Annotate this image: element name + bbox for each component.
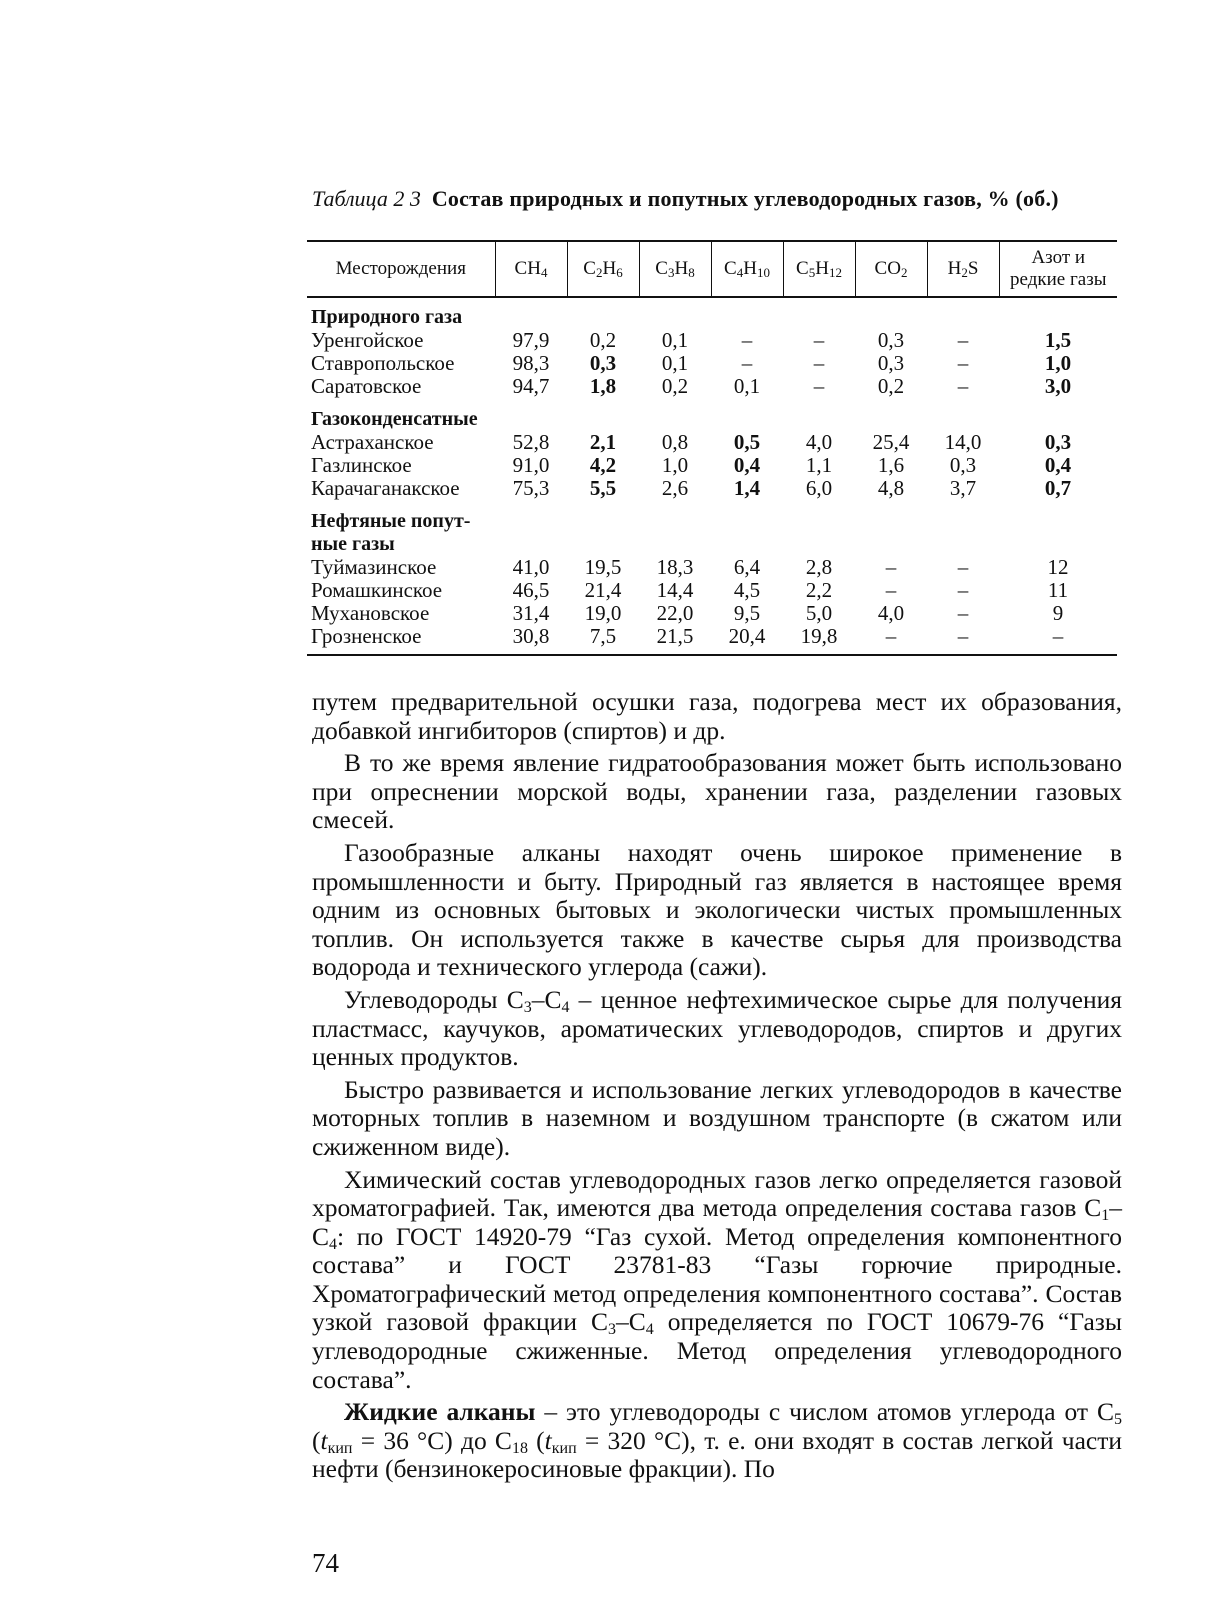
table-cell: 41,0 xyxy=(512,555,550,579)
table-cell: 0,7 xyxy=(1044,476,1072,500)
table-cell: 1,4 xyxy=(733,476,761,500)
table-cell: 14,0 xyxy=(944,430,982,454)
table-cell: 7,5 xyxy=(567,625,639,655)
group-title-row xyxy=(307,533,1117,556)
table-cell: – xyxy=(957,601,969,625)
table-cell: 25,4 xyxy=(872,430,910,454)
deposit-name: Уренгойское xyxy=(311,328,424,352)
table-cell: 97,9 xyxy=(512,328,550,352)
table-cell: 12 xyxy=(1047,555,1069,579)
table-header-row xyxy=(307,241,1117,297)
table-cell: 19,0 xyxy=(584,601,622,625)
table-cell: – xyxy=(957,555,969,579)
table-row xyxy=(307,602,1117,625)
table-cell: – xyxy=(957,351,969,375)
table-cell: 0,5 xyxy=(733,430,761,454)
header-co2: $CO_2$ xyxy=(855,241,927,297)
table-cell: 1,6 xyxy=(877,453,905,477)
group-title-row xyxy=(307,297,1117,329)
header-c3h8: $C_3H_8$ xyxy=(639,241,711,297)
table-cell: 19,8 xyxy=(783,625,855,655)
table-cell: 5,0 xyxy=(805,601,833,625)
group-title-row xyxy=(307,500,1117,533)
group-title: Нефтяные попут- xyxy=(311,510,471,532)
table-cell: 98,3 xyxy=(512,351,550,375)
table-cell: – xyxy=(813,351,825,375)
table-label: Таблица 2 3 xyxy=(312,186,421,211)
table-cell: – xyxy=(957,578,969,602)
deposit-name: Саратовское xyxy=(311,374,422,398)
table-row xyxy=(307,556,1117,579)
table-cell: – xyxy=(855,625,927,655)
table-row xyxy=(307,329,1117,352)
table-cell: 94,7 xyxy=(512,374,550,398)
table-cell: 30,8 xyxy=(495,625,567,655)
deposit-name: Ромашкинское xyxy=(311,578,443,602)
table-row xyxy=(307,375,1117,398)
deposit-name: Туймазинское xyxy=(311,555,437,579)
header-h2s: $H_2S$ xyxy=(927,241,999,297)
gas-composition-table xyxy=(307,240,1117,656)
table-cell: 0,1 xyxy=(661,328,689,352)
page-number: 74 xyxy=(312,1548,339,1578)
table-cell: 9,5 xyxy=(733,601,761,625)
table-cell: 0,1 xyxy=(661,351,689,375)
header-c5h12: $C_5H_{12}$ xyxy=(783,241,855,297)
deposit-name: Мухановское xyxy=(311,601,430,625)
table-cell: 75,3 xyxy=(512,476,550,500)
table-cell: – xyxy=(999,625,1117,655)
table-cell: 1,1 xyxy=(805,453,833,477)
deposit-name: Карачаганакское xyxy=(311,476,460,500)
table-cell: 2,8 xyxy=(805,555,833,579)
table-row xyxy=(307,352,1117,375)
table-row xyxy=(307,625,1117,655)
table-title: Состав природных и попутных углеводородных газов, % (об.) xyxy=(431,186,1059,211)
table-cell: 0,4 xyxy=(733,453,761,477)
table-caption xyxy=(312,186,1122,212)
table-cell: 6,4 xyxy=(733,555,761,579)
table-row xyxy=(307,477,1117,500)
table-cell: 91,0 xyxy=(512,453,550,477)
table-cell: 9 xyxy=(1052,601,1064,625)
table-cell: 3,7 xyxy=(949,476,977,500)
table-cell: 0,3 xyxy=(877,328,905,352)
deposit-name: Грозненское xyxy=(307,625,495,655)
paragraph-6: Химический состав углеводородных газов легко определяется газовой хроматографией. Так, имеются два метода определения состава газов $C_1-C_4$: по ГОСТ 14920-79 “Газ сухой. Метод определения компонентного состава” и ГОСТ 23781-83 “Газы горючие природные. Хроматографический метод определения компонентного состава”. Состав узкой газовой фракции $C_3-C_4$ определяется по ГОСТ 10679-76 “Газы углеводородные сжиженные. Метод определения углеводородного состава”. xyxy=(312,1164,1122,1394)
paragraph-4: Углеводороды $C_3-C_4$ – ценное нефтехимическое сырье для получения пластмасс, каучуков, ароматических углеводородов, спиртов и других ценных продуктов. xyxy=(312,984,1122,1072)
table-cell: 0,1 xyxy=(733,374,761,398)
table-cell: 20,4 xyxy=(711,625,783,655)
table-cell: 0,2 xyxy=(877,374,905,398)
table-cell: 1,5 xyxy=(1044,328,1072,352)
table-cell: – xyxy=(957,374,969,398)
table-cell: – xyxy=(741,351,753,375)
paragraph-2: В то же время явление гидратообразования может быть использовано при опреснении морской воды, хранении газа, разделении газовых смесей. xyxy=(312,748,1122,835)
table-cell: – xyxy=(885,578,897,602)
table-cell: – xyxy=(741,328,753,352)
table-row xyxy=(307,579,1117,602)
term-liquid-alkanes: Жидкие алканы xyxy=(344,1397,536,1427)
deposit-name: Астраханское xyxy=(311,430,434,454)
paragraph-5: Быстро развивается и использование легких углеводородов в качестве моторных топлив в наземном и воздушном транспорте (в сжатом или сжиженном виде). xyxy=(312,1074,1122,1161)
table-cell: 0,3 xyxy=(1044,430,1072,454)
table-cell: 1,0 xyxy=(1044,351,1072,375)
table-cell: 1,8 xyxy=(589,374,617,398)
table-cell: 2,2 xyxy=(805,578,833,602)
table-cell: 3,0 xyxy=(1044,374,1072,398)
table-cell: 0,8 xyxy=(661,430,689,454)
table-cell: 31,4 xyxy=(512,601,550,625)
header-c4h10: $C_4H_{10}$ xyxy=(711,241,783,297)
deposit-name: Ставропольское xyxy=(311,351,455,375)
group-title: Природного газа xyxy=(311,306,463,328)
group-title: Газоконденсатные xyxy=(311,408,478,430)
table-cell: 4,8 xyxy=(877,476,905,500)
table-row xyxy=(307,431,1117,454)
header-deposits: Месторождения xyxy=(307,241,495,297)
table-cell: 18,3 xyxy=(656,555,694,579)
table-cell: 4,2 xyxy=(589,453,617,477)
table-cell: 11 xyxy=(1047,578,1069,602)
table-cell: 6,0 xyxy=(805,476,833,500)
paragraph-7: Жидкие алканы – это углеводороды с числом атомов углерода от $C_5$ ($t_{кип} = 36$ °C) до $C_{18}$ ($t_{кип} = 320$ °C), т. е. они входят в состав легкой части нефти (бензинокеросиновые фракции). По xyxy=(312,1397,1123,1484)
table-cell: 4,0 xyxy=(877,601,905,625)
table-cell: 14,4 xyxy=(656,578,694,602)
group-title-cont: ные газы xyxy=(311,533,395,555)
table-cell: 52,8 xyxy=(512,430,550,454)
table-cell: 1,0 xyxy=(661,453,689,477)
table-cell: 2,1 xyxy=(589,430,617,454)
table-cell: 0,2 xyxy=(589,328,617,352)
paragraph-3: Газообразные алканы находят очень широкое применение в промышленности и быту. Природный газ является в настоящее время одним из основных бытовых и экологически чистых промышленных топлив. Он используется также в качестве сырья для производства водорода и технического углерода (сажи). xyxy=(312,837,1122,982)
table-cell: 21,4 xyxy=(584,578,622,602)
table-cell: 19,5 xyxy=(584,555,622,579)
deposit-name: Газлинское xyxy=(311,453,412,477)
table-cell: 22,0 xyxy=(656,601,694,625)
table-cell: 4,5 xyxy=(733,578,761,602)
table-cell: – xyxy=(927,625,999,655)
table-cell: 2,6 xyxy=(661,476,689,500)
table-cell: 0,2 xyxy=(661,374,689,398)
table-cell: – xyxy=(957,328,969,352)
header-ch4: $CH_4$ xyxy=(495,241,567,297)
paragraph-1: путем предварительной осушки газа, подогрева мест их образования, добавкой ингибиторов (спиртов) и др. xyxy=(312,687,1122,745)
table-cell: 0,3 xyxy=(877,351,905,375)
table-cell: – xyxy=(885,555,897,579)
table-row xyxy=(307,454,1117,477)
table-cell: 0,4 xyxy=(1044,453,1072,477)
table-cell: – xyxy=(813,328,825,352)
table-cell: 21,5 xyxy=(639,625,711,655)
body-text xyxy=(312,688,1122,1488)
group-title-row xyxy=(307,398,1117,431)
table-cell: 46,5 xyxy=(512,578,550,602)
header-c2h6: $C_2H_6$ xyxy=(567,241,639,297)
table-cell: 0,3 xyxy=(949,453,977,477)
table-cell: 4,0 xyxy=(805,430,833,454)
table-cell: – xyxy=(813,374,825,398)
table-cell: 5,5 xyxy=(589,476,617,500)
table-cell: 0,3 xyxy=(589,351,617,375)
header-nitrogen: Азот и редкие газы xyxy=(999,241,1117,297)
